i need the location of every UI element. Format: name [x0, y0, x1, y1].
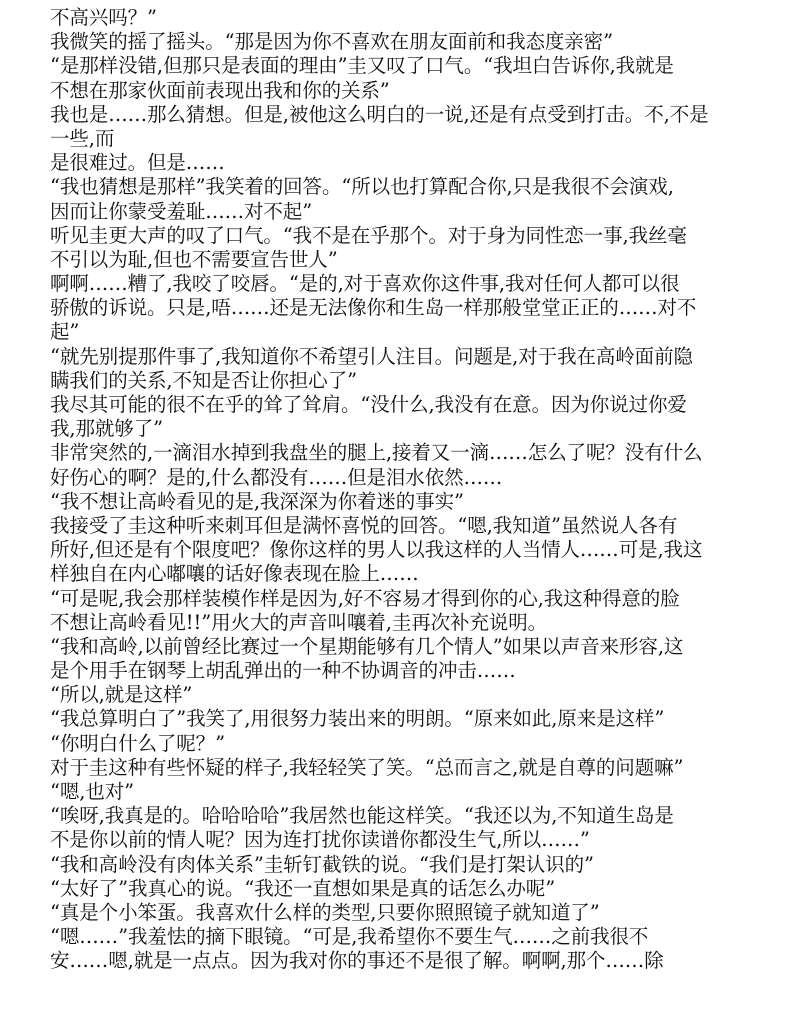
text-line: 样独自在内心嘟嚷的话好像表现在脸上…… [50, 562, 419, 586]
text-line: “我也猜想是那样”我笑着的回答。“所以也打算配合你,只是我很不会演戏, [50, 175, 674, 199]
text-line: 不想让高岭看见!!”用火大的声音叫嚷着,圭再次补充说明。 [50, 610, 548, 634]
text-line: “唉呀,我真是的。哈哈哈哈”我居然也能这样笑。“我还以为,不知道生岛是 [50, 804, 674, 828]
document-body-text [50, 6, 770, 974]
text-line: 我微笑的摇了摇头。“那是因为你不喜欢在朋友面前和我态度亲密” [50, 30, 613, 54]
text-line: “我不想让高岭看见的是,我深深为你着迷的事实” [50, 489, 464, 513]
text-line: 安……嗯,就是一点点。因为我对你的事还不是很了解。啊啊,那个……除 [50, 949, 664, 973]
text-line: “可是呢,我会那样装模作样是因为,好不容易才得到你的心,我这种得意的脸 [50, 586, 680, 610]
text-line: “我和高岭没有肉体关系”圭斩钉截铁的说。“我们是打架认识的” [50, 852, 594, 876]
text-line: 瞒我们的关系,不知是否让你担心了” [50, 368, 357, 392]
text-line: 因而让你蒙受羞耻……对不起” [50, 199, 313, 223]
text-line: 我也是……那么猜想。但是,被他这么明白的一说,还是有点受到打击。不,不是 [50, 102, 709, 126]
text-line: 所好,但还是有个限度吧？像你这样的男人以我这样的人当情人……可是,我这 [50, 538, 703, 562]
text-line: “就先别提那件事了,我知道你不希望引人注目。问题是,对于我在高岭面前隐 [50, 344, 693, 368]
text-line: 不高兴吗？” [50, 6, 157, 29]
text-line: “是那样没错,但那只是表面的理由”圭又叹了口气。“我坦白告诉你,我就是 [50, 54, 674, 78]
text-line: “我和高岭,以前曾经比赛过一个星期能够有几个情人”如果以声音来形容,这 [50, 634, 684, 658]
text-line: 不想在那家伙面前表现出我和你的关系” [50, 78, 390, 102]
text-line: 不引以为耻,但也不需要宣告世人” [50, 247, 338, 271]
text-line: 对于圭这种有些怀疑的样子,我轻轻笑了笑。“总而言之,就是自尊的问题嘛” [50, 755, 684, 779]
text-line: 非常突然的,一滴泪水掉到我盘坐的腿上,接着又一滴……怎么了呢？没有什么 [50, 441, 703, 465]
text-line: “嗯,也对” [50, 780, 135, 803]
text-line: 啊啊……糟了,我咬了咬唇。“是的,对于喜欢你这件事,我对任何人都可以很 [50, 272, 680, 296]
text-line: 不是你以前的情人呢？因为连打扰你读谱你都没生气,所以……” [50, 828, 590, 852]
text-line: 我尽其可能的很不在乎的耸了耸肩。“没什么,我没有在意。因为你说过你爱 [50, 393, 687, 416]
text-line: 一些,而 [50, 126, 115, 150]
text-line: 好伤心的啊？是的,什么都没有……但是泪水依然…… [50, 465, 503, 489]
text-line: 是个用手在钢琴上胡乱弹出的一种不协调音的冲击…… [50, 659, 516, 683]
text-line: 起” [50, 320, 80, 344]
text-line: “嗯……”我羞怯的摘下眼镜。“可是,我希望你不要生气……之前我很不 [50, 925, 649, 949]
text-line: 听见圭更大声的叹了口气。“我不是在乎那个。对于身为同性恋一事,我丝毫 [50, 223, 687, 247]
text-line: 我,那就够了” [50, 417, 163, 441]
text-line: “你明白什么了呢？” [50, 731, 225, 755]
text-line: “太好了”我真心的说。“我还一直想如果是真的话怎么办呢” [50, 876, 556, 900]
text-line: 是很难过。但是…… [50, 151, 225, 175]
text-line: 骄傲的诉说。只是,唔……还是无法像你和生岛一样那般堂堂正正的……对不 [50, 296, 697, 320]
text-line: 我接受了圭这种听来刺耳但是满怀喜悦的回答。“嗯,我知道”虽然说人各有 [50, 513, 678, 537]
text-line: “我总算明白了”我笑了,用很努力装出来的明朗。“原来如此,原来是这样” [50, 707, 665, 731]
text-line: “真是个小笨蛋。我喜欢什么样的类型,只要你照照镜子就知道了” [50, 900, 600, 924]
text-line: “所以,就是这样” [50, 683, 193, 707]
